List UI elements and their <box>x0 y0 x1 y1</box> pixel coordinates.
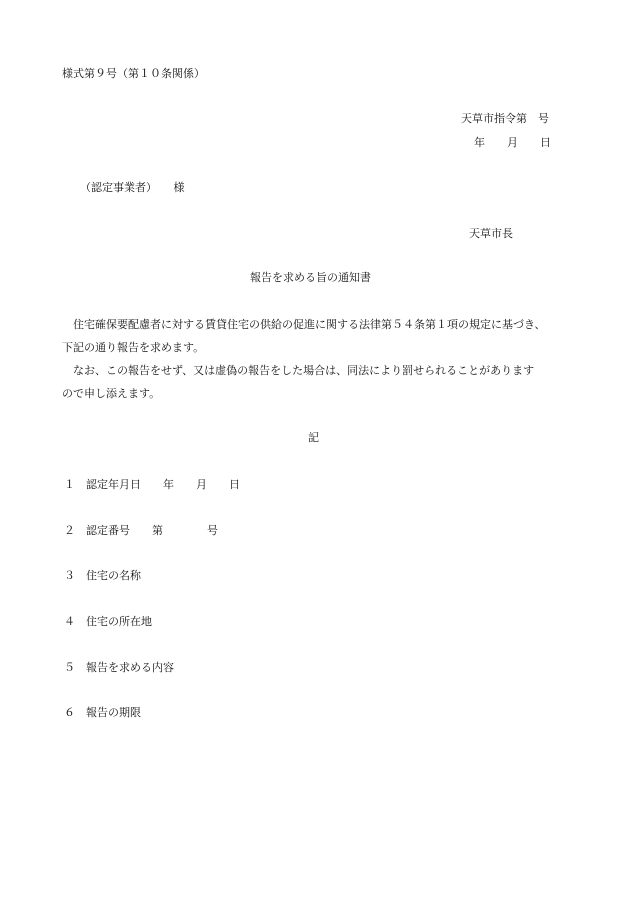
body-paragraph-2: なお、この報告をせず、又は虚偽の報告をした場合は、同法により罰せられることがあります <box>62 364 535 377</box>
document-number: 天草市指令第 号 <box>461 112 549 125</box>
addressee: （認定事業者） 様 <box>80 181 185 194</box>
list-item <box>64 706 141 720</box>
body-paragraph-2-continued: ので申し添えます。 <box>62 387 161 400</box>
item-number: １ <box>64 478 75 491</box>
item-number: ４ <box>64 615 75 628</box>
sender: 天草市長 <box>469 227 513 240</box>
item-number: ６ <box>64 706 75 719</box>
document-title: 報告を求める旨の通知書 <box>250 271 371 284</box>
item-number: ２ <box>64 524 75 537</box>
item-label: 報告を求める内容 <box>86 661 174 674</box>
list-item <box>64 615 152 629</box>
item-label: 報告の期限 <box>86 706 141 719</box>
list-item <box>64 661 174 675</box>
item-label: 住宅の所在地 <box>86 615 152 628</box>
list-item <box>64 524 218 538</box>
item-number: ５ <box>64 661 75 674</box>
body-paragraph-1-continued: 下記の通り報告を求めます。 <box>62 341 205 354</box>
ki-heading: 記 <box>308 431 319 444</box>
document-date: 年 月 日 <box>474 136 551 149</box>
item-label: 住宅の名称 <box>86 569 141 582</box>
item-label: 認定番号 第 号 <box>86 524 218 537</box>
item-label: 認定年月日 年 月 日 <box>86 478 240 491</box>
list-item <box>64 569 141 583</box>
list-item <box>64 478 240 492</box>
form-number: 様式第９号（第１０条関係） <box>62 67 205 80</box>
body-paragraph-1: 住宅確保要配慮者に対する賃貸住宅の供給の促進に関する法律第５４条第１項の規定に基づき、 <box>62 318 546 331</box>
item-number: ３ <box>64 569 75 582</box>
